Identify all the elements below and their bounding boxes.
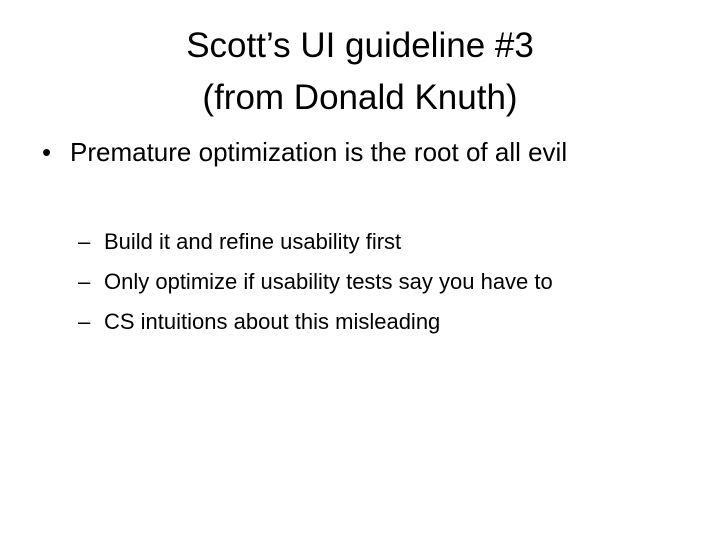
sub-bullet-item [78,302,553,342]
main-bullet-text: Premature optimization is the root of all evil [70,137,568,167]
title-line-1: Scott’s UI guideline #3 [186,26,534,65]
sub-bullet-marker: – [78,229,91,254]
sub-bullet-text: CS intuitions about this misleading [104,309,441,334]
slide-title [0,20,720,124]
sub-bullet-list [78,222,553,342]
sub-bullet-item [78,262,553,302]
sub-bullet-marker: – [78,269,91,294]
sub-bullet-text: Build it and refine usability first [104,229,402,254]
sub-bullet-marker: – [78,309,91,334]
sub-bullet-text: Only optimize if usability tests say you have to [104,269,553,294]
title-line-2: (from Donald Knuth) [202,78,518,117]
main-bullet [42,134,567,170]
sub-bullet-item [78,222,553,262]
bullet-marker: • [42,137,52,167]
